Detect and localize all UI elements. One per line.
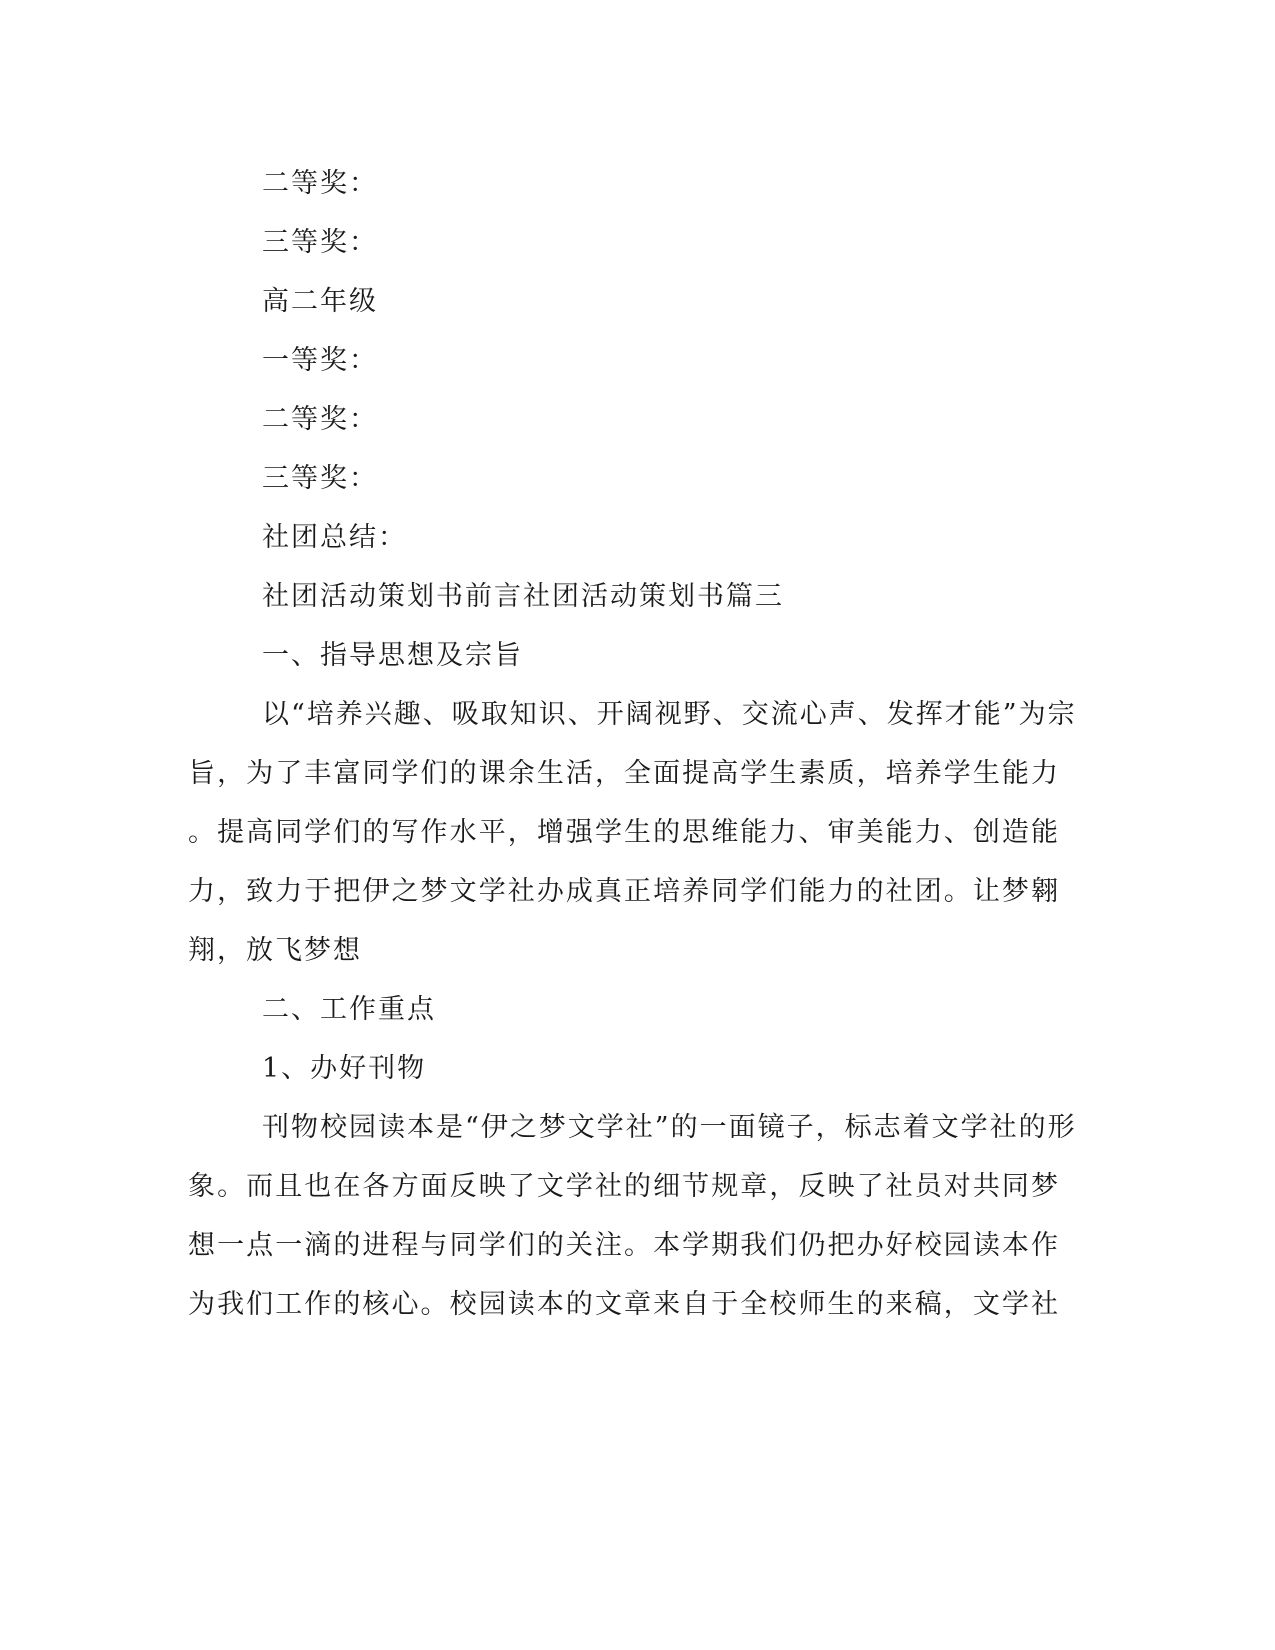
paragraph-line: 刊物校园读本是“伊之梦文学社”的一面镜子，标志着文学社的形: [262, 1112, 1077, 1143]
text-line-third-prize-2: 三等奖：: [262, 463, 378, 494]
paragraph-line: 想一点一滴的进程与同学们的关注。本学期我们仍把办好校园读本作: [188, 1230, 1060, 1261]
paragraph-line: 翔，放飞梦想: [188, 935, 362, 966]
heading-work-focus: 二、工作重点: [262, 994, 436, 1025]
paragraph-line: 。提高同学们的写作水平，增强学生的思维能力、审美能力、创造能: [188, 817, 1060, 848]
paragraph-line: 为我们工作的核心。校园读本的文章来自于全校师生的来稿，文学社: [188, 1289, 1060, 1320]
text-line-second-prize-1: 二等奖：: [262, 168, 378, 199]
paragraph-line: 力，致力于把伊之梦文学社办成真正培养同学们能力的社团。让梦翱: [188, 876, 1060, 907]
text-line-first-prize: 一等奖：: [262, 345, 378, 376]
paragraph-line: 旨，为了丰富同学们的课余生活，全面提高学生素质，培养学生能力: [188, 758, 1060, 789]
heading-run-publication: 1、办好刊物: [262, 1053, 427, 1084]
text-line-club-summary: 社团总结：: [262, 522, 407, 553]
paragraph-line: 以“培养兴趣、吸取知识、开阔视野、交流心声、发挥才能”为宗: [262, 699, 1077, 730]
heading-guiding-ideology: 一、指导思想及宗旨: [262, 640, 523, 671]
text-line-grade-two: 高二年级: [262, 286, 378, 317]
section-title-plan: 社团活动策划书前言社团活动策划书篇三: [262, 581, 784, 612]
text-line-third-prize-1: 三等奖：: [262, 227, 378, 258]
paragraph-line: 象。而且也在各方面反映了文学社的细节规章，反映了社员对共同梦: [188, 1171, 1060, 1202]
text-line-second-prize-2: 二等奖：: [262, 404, 378, 435]
